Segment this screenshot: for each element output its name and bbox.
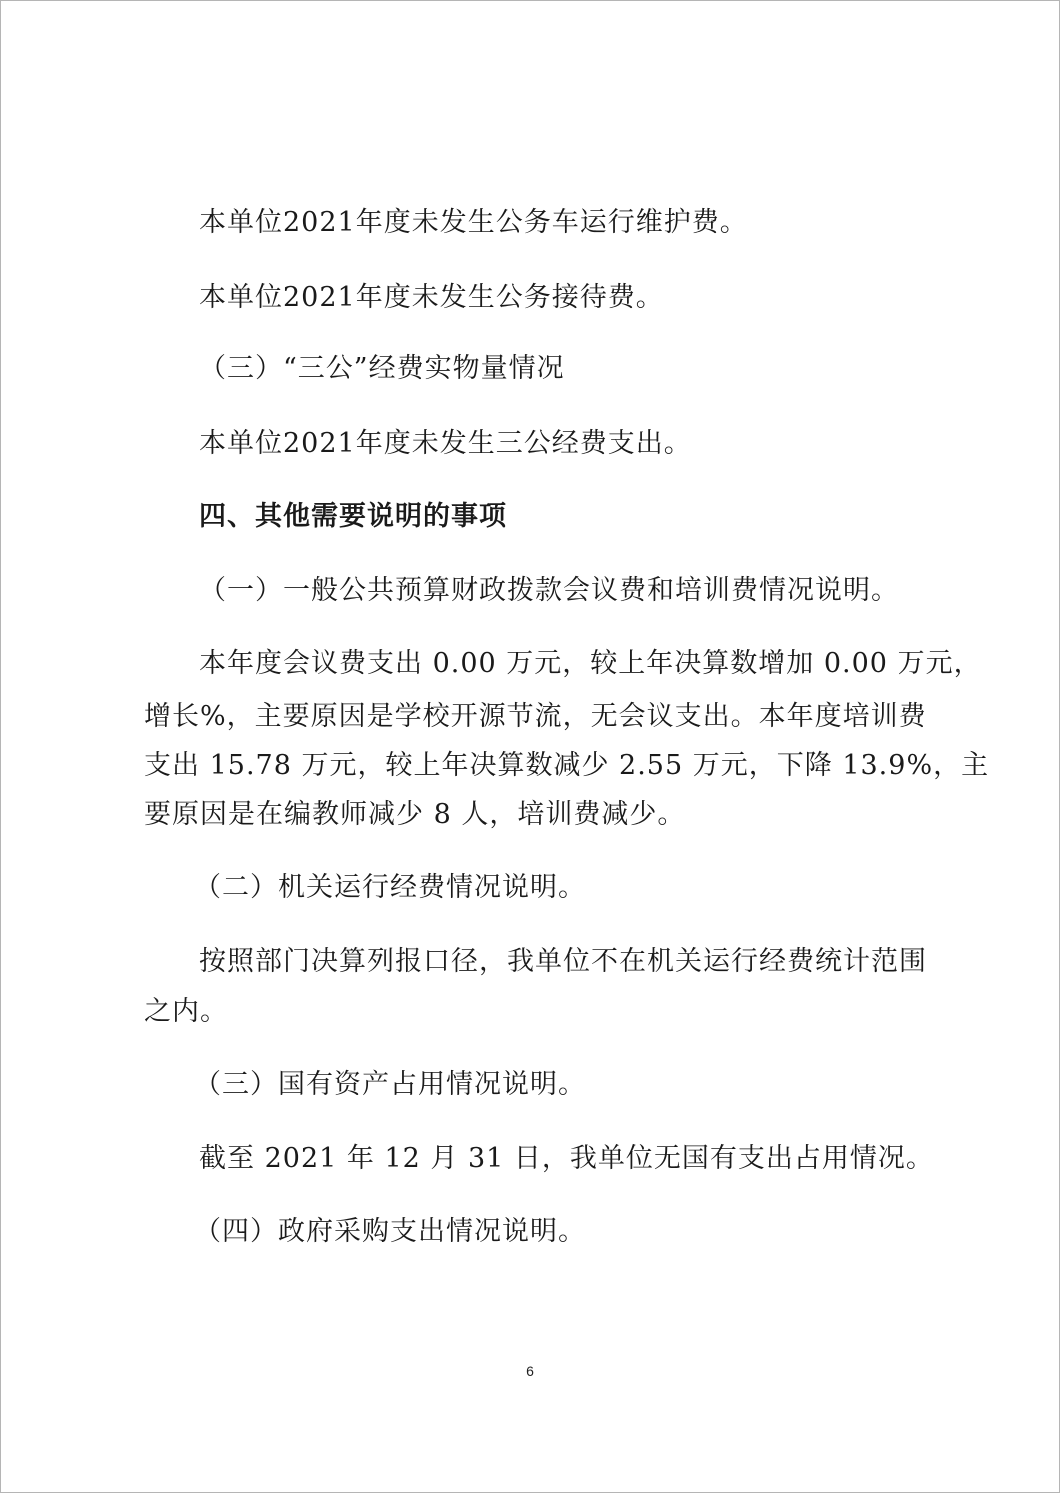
paragraph-operating-expenses-line-1: 按照部门决算列报口径，我单位不在机关运行经费统计范围 (199, 946, 927, 977)
subheading-government-procurement: （四）政府采购支出情况说明。 (194, 1216, 586, 1247)
subheading-operating-expenses: （二）机关运行经费情况说明。 (194, 872, 586, 903)
page-number: 6 (526, 1363, 534, 1379)
paragraph-three-public-expense: 本单位2021年度未发生三公经费支出。 (199, 428, 692, 459)
subheading-meeting-training: （一）一般公共预算财政拨款会议费和培训费情况说明。 (199, 575, 899, 606)
subheading-state-assets: （三）国有资产占用情况说明。 (194, 1069, 586, 1100)
paragraph-reception-fee: 本单位2021年度未发生公务接待费。 (199, 282, 664, 313)
subheading-three-public-physical: （三）“三公”经费实物量情况 (199, 353, 565, 384)
paragraph-state-assets: 截至 2021 年 12 月 31 日，我单位无国有支出占用情况。 (199, 1143, 934, 1174)
paragraph-vehicle-maintenance: 本单位2021年度未发生公务车运行维护费。 (199, 207, 748, 238)
paragraph-operating-expenses-line-2: 之内。 (144, 996, 228, 1027)
paragraph-meeting-training-line-4: 要原因是在编教师减少 8 人，培训费减少。 (144, 799, 686, 830)
paragraph-meeting-training-line-3: 支出 15.78 万元，较上年决算数减少 2.55 万元，下降 13.9%，主 (144, 750, 990, 781)
paragraph-meeting-training-line-1: 本年度会议费支出 0.00 万元，较上年决算数增加 0.00 万元， (199, 648, 982, 679)
section-heading-other-matters: 四、其他需要说明的事项 (199, 501, 507, 532)
paragraph-meeting-training-line-2: 增长%，主要原因是学校开源节流，无会议支出。本年度培训费 (144, 701, 927, 732)
